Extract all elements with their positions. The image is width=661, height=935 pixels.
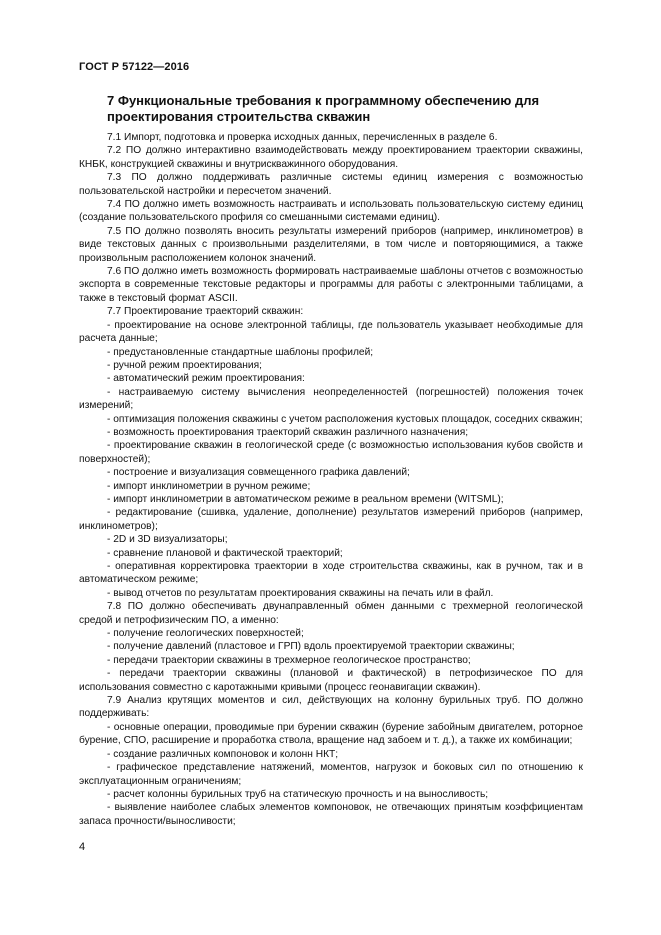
- paragraph: - передачи траектории скважины в трехмерное геологическое пространство;: [107, 654, 471, 666]
- paragraph: 7.3 ПО должно поддерживать различные системы единиц измерения с возможностью пользовательской настройки и пересчетом значений.: [79, 172, 583, 197]
- page-number: 4: [79, 841, 86, 853]
- section-body: [79, 131, 583, 828]
- paragraph: - предустановленные стандартные шаблоны профилей;: [107, 346, 374, 358]
- paragraph: - настраиваемую систему вычисления неопределенностей (погрешностей) положения точек измерений;: [79, 386, 583, 412]
- document-code: ГОСТ Р 57122—2016: [79, 61, 190, 73]
- paragraph: 7.8 ПО должно обеспечивать двунаправленный обмен данными с трехмерной геологической средой и петрофизическим ПО, а именно:: [79, 601, 583, 626]
- paragraph: - основные операции, проводимые при бурении скважин (бурение забойным двигателем, роторное бурение, СПО, расширение и проработка ствола, вращение над забоем и т. д.), а также их комбинации;: [79, 721, 583, 747]
- paragraph: 7.4 ПО должно иметь возможность настраивать и использовать пользовательскую систему единиц (создание пользовательского профиля со смешанными системами единиц).: [79, 199, 583, 224]
- paragraph: - ручной режим проектирования;: [107, 359, 262, 371]
- paragraph: - вывод отчетов по результатам проектирования скважины на печать или в файл.: [107, 587, 494, 599]
- paragraph: - выявление наиболее слабых элементов компоновок, не отвечающих принятым коэффициентам запаса прочности/выносливости;: [79, 802, 583, 827]
- paragraph: - проектирование скважин в геологической среде (с возможностью использования кубов свойств и поверхностей);: [79, 440, 583, 465]
- paragraph: 7.9 Анализ крутящих моментов и сил, действующих на колонну бурильных труб. ПО должно поддерживать:: [79, 695, 583, 720]
- paragraph: - проектирование на основе электронной таблицы, где пользователь указывает необходимые для расчета данные;: [79, 319, 583, 345]
- paragraph: - построение и визуализация совмещенного графика давлений;: [107, 467, 410, 479]
- paragraph: 7.7 Проектирование траекторий скважин:: [107, 306, 304, 318]
- paragraph: - оптимизация положения скважины с учетом расположения кустовых площадок, соседних скважин;: [107, 413, 583, 425]
- paragraph: - импорт инклинометрии в автоматическом режиме в реальном времени (WITSML);: [107, 493, 504, 505]
- paragraph: 7.5 ПО должно позволять вносить результаты измерений приборов (например, инклинометров) в виде текстовых данных с произвольными разделителями, в том числе и повторяющимися, а также произвольным расположением колонок значений.: [79, 225, 583, 264]
- paragraph: - сравнение плановой и фактической траекторий;: [107, 547, 343, 559]
- paragraph: - оперативная корректировка траектории в ходе строительства скважины, как в ручном, так и в автоматическом режиме;: [79, 561, 583, 586]
- paragraph: - графическое представление натяжений, моментов, нагрузок и боковых сил по отношению к эксплуатационным ограничениям;: [79, 762, 583, 787]
- paragraph: - 2D и 3D визуализаторы;: [107, 534, 228, 546]
- section-title: 7 Функциональные требования к программному обеспечению для проектирования строительства скважин: [107, 93, 540, 124]
- paragraph: - автоматический режим проектирования:: [107, 373, 305, 385]
- paragraph: 7.6 ПО должно иметь возможность формировать настраиваемые шаблоны отчетов с возможностью экспорта в современные текстовые редакторы и программы для работы с электронными таблицами, а также в текстовый формат ASCII.: [79, 266, 583, 304]
- paragraph: - получение геологических поверхностей;: [107, 628, 304, 640]
- paragraph: - расчет колонны бурильных труб на статическую прочность и на выносливость;: [107, 788, 489, 800]
- paragraph: - получение давлений (пластовое и ГРП) вдоль проектируемой траектории скважины;: [107, 641, 515, 653]
- paragraph: - редактирование (сшивка, удаление, дополнение) результатов измерений приборов (например, инклинометров);: [79, 507, 583, 532]
- paragraph: 7.2 ПО должно интерактивно взаимодействовать между проектированием траектории скважины, КНБК, конструкцией скважины и внутрискважинного оборудования.: [79, 145, 583, 170]
- paragraph: 7.1 Импорт, подготовка и проверка исходных данных, перечисленных в разделе 6.: [107, 132, 498, 143]
- paragraph: - импорт инклинометрии в ручном режиме;: [107, 480, 311, 492]
- paragraph: - передачи траектории скважины (плановой и фактической) в петрофизическое ПО для использования совместно с каротажными кривыми (процесс геонавигации скважин).: [79, 668, 583, 693]
- paragraph: - создание различных компоновок и колонн НКТ;: [107, 748, 339, 760]
- paragraph: - возможность проектирования траекторий скважин различного назначения;: [107, 426, 469, 438]
